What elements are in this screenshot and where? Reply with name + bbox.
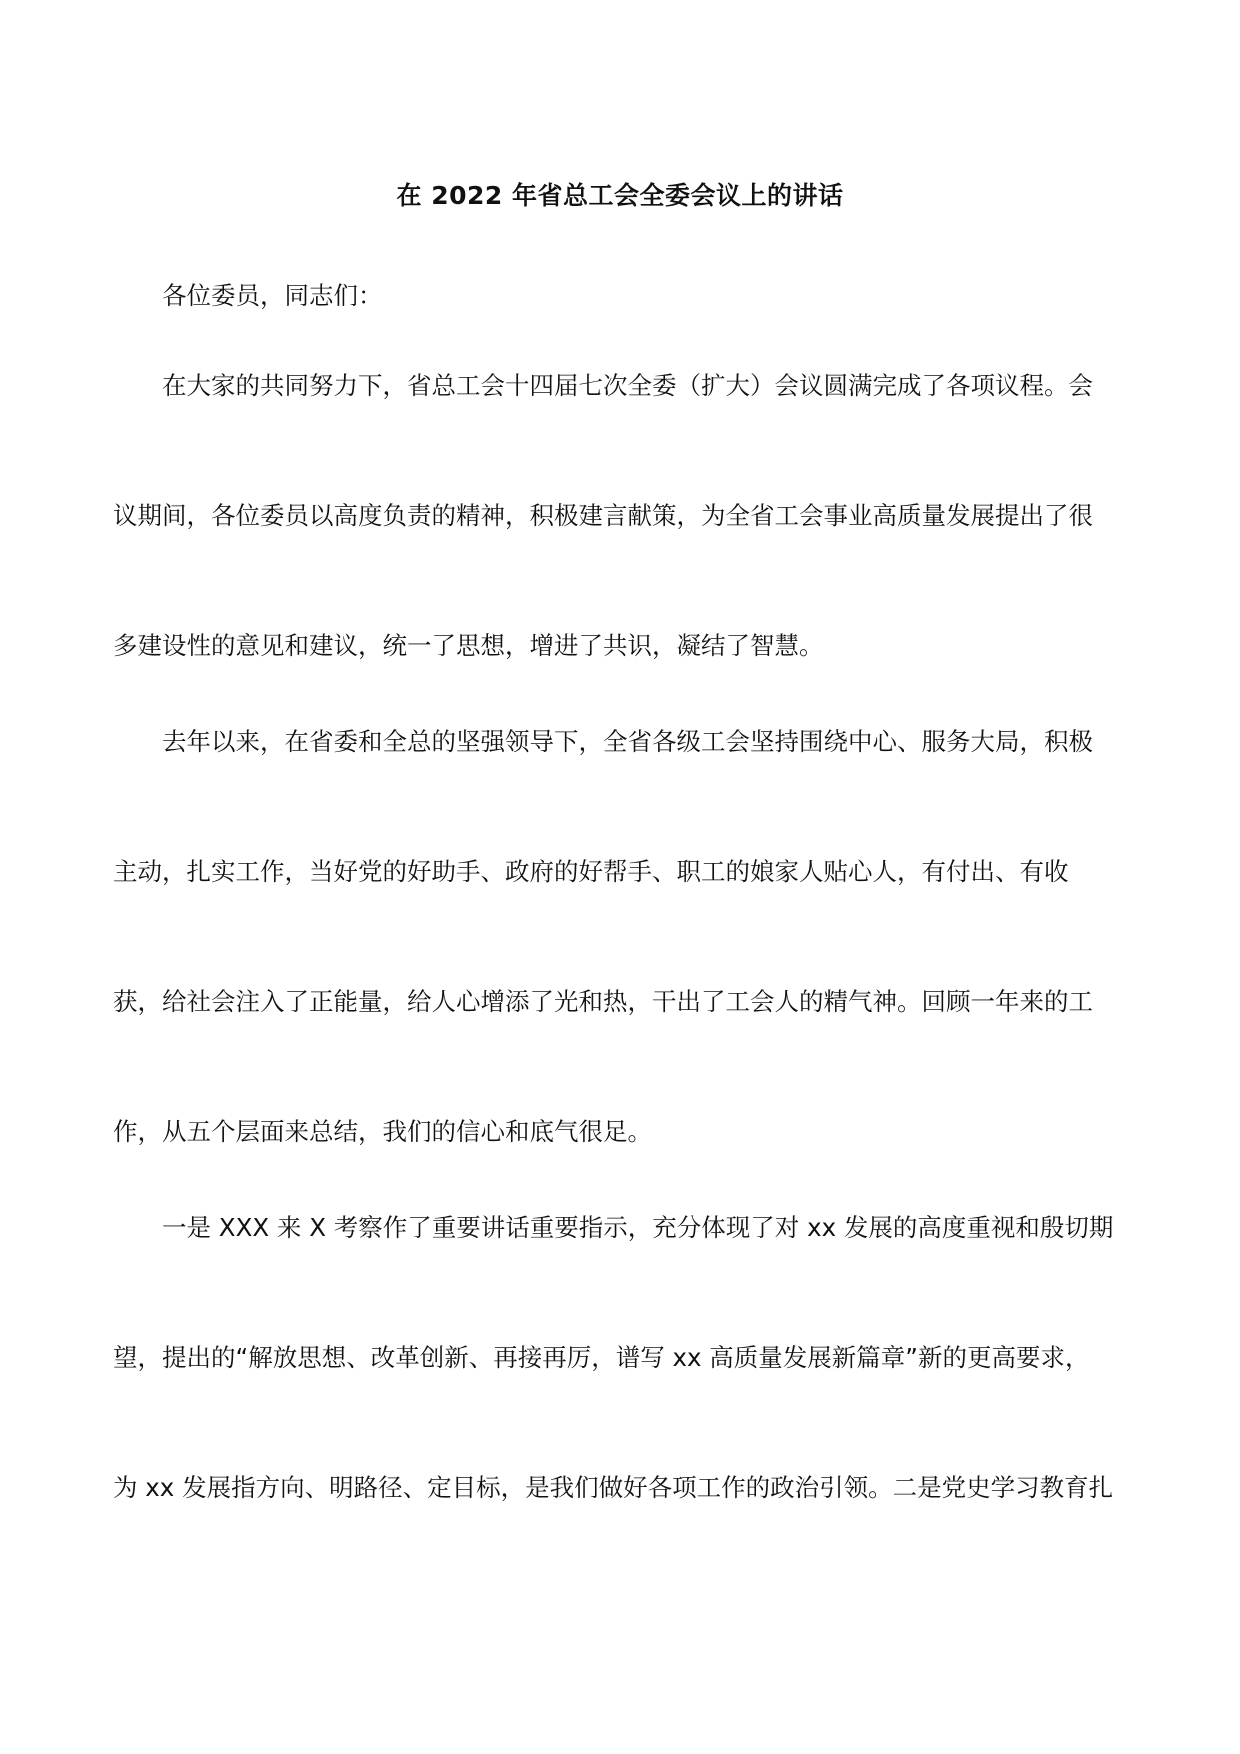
document-title: 在 2022 年省总工会全委会议上的讲话 [396, 181, 844, 210]
salutation-line: 各位委员，同志们： [162, 281, 383, 310]
paragraph-line: 获，给社会注入了正能量，给人心增添了光和热，干出了工会人的精气神。回顾一年来的工 [113, 987, 1093, 1016]
paragraph-line: 望，提出的“解放思想、改革创新、再接再厉，谱写 xx 高质量发展新篇章”新的更高要求， [113, 1343, 1090, 1372]
paragraph-line: 多建设性的意见和建议，统一了思想，增进了共识，凝结了智慧。 [113, 631, 824, 660]
paragraph-line: 去年以来，在省委和全总的坚强领导下，全省各级工会坚持围绕中心、服务大局，积极 [162, 727, 1093, 756]
paragraph-line: 主动，扎实工作，当好党的好助手、政府的好帮手、职工的娘家人贴心人，有付出、有收 [113, 857, 1069, 886]
paragraph-line: 为 xx 发展指方向、明路径、定目标，是我们做好各项工作的政治引领。二是党史学习教育扎 [113, 1473, 1114, 1502]
paragraph-line: 议期间，各位委员以高度负责的精神，积极建言献策，为全省工会事业高质量发展提出了很 [113, 501, 1093, 530]
paragraph-line: 一是 XXX 来 X 考察作了重要讲话重要指示，充分体现了对 xx 发展的高度重视和殷切期 [162, 1213, 1114, 1242]
paragraph-line: 在大家的共同努力下，省总工会十四届七次全委（扩大）会议圆满完成了各项议程。会 [162, 371, 1093, 400]
paragraph-line: 作，从五个层面来总结，我们的信心和底气很足。 [113, 1117, 652, 1146]
